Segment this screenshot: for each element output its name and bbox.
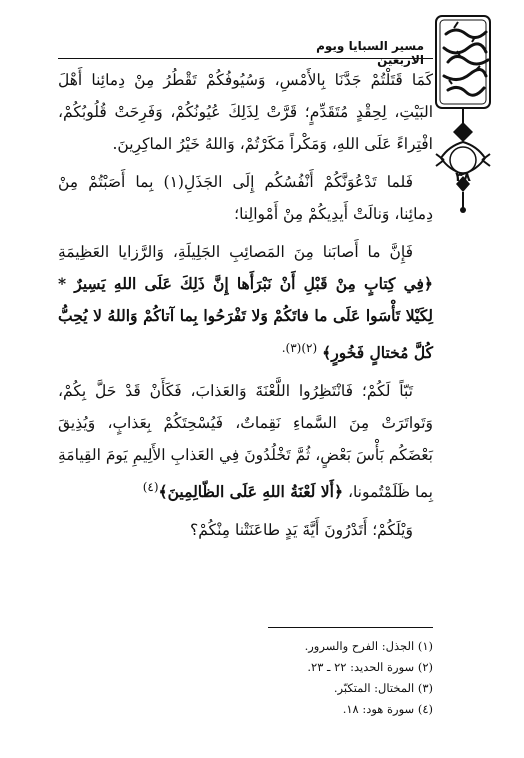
quran-verse-hud: ﴿أَلا لَعْنَةُ اللهِ عَلَى الظّالِمِينَ﴾ bbox=[158, 482, 344, 502]
header-rule bbox=[58, 58, 433, 59]
paragraph-2: فَلما تَدْعُوَنَّكُمْ أَنْفُسُكُم إِلَى الجَذَلِ(١) بِما أَصَبْتُمْ مِنْ دِمائِنا، وَنالَتْ أَيدِيكُمْ مِنْ أَمْوالِنا؛ bbox=[58, 173, 433, 223]
paragraph-1: كَمَا قَتَلْتُمْ جَدَّنَا بِالأَمْسِ، وَسُيُوفُكُمْ تَقْطُرُ مِنْ دِمائِنا أَهْلَ البَيْتِ، لِحِقْدٍ مُتَقَدِّمٍ؛ قَرَّتْ لِذَلِكَ عُيُونُكُمْ، وَفَرِحَتْ قُلُوبُكُمْ، افْتِراءً عَلَى اللهِ، وَمَكْراً مَكَرْتُمْ، وَاللهُ خَيْرُ الماكِرِينَ. bbox=[58, 71, 433, 153]
footnote-2: (٢) سورة الحديد: ٢٢ ـ ٢٣. bbox=[307, 660, 433, 674]
page-number: ٣٨ bbox=[455, 170, 471, 185]
footnote-1: (١) الجذل: الفرح والسرور. bbox=[304, 639, 433, 653]
body-text bbox=[58, 64, 433, 546]
paragraph-4 bbox=[58, 375, 433, 508]
paragraph-4-text: تَبّاً لَكُمْ؛ فَانْتَظِرُوا اللَّعْنَةَ وَالعَذابَ، فَكَأَنْ قَدْ حَلَّ بِكُمْ، وَتَواتَرَتْ مِنَ السَّماءِ نَقِماتٌ، فَيُسْحِتَكُمْ بِعَذابٍ، وَيُذِيقَ بَعْضَكُم بَأْسَ بَعْضٍ، ثُمَّ تَخْلُدُونَ فِي العَذابِ الأَلِيمِ يَومَ القِيامَةِ بِما ظَلَمْتُمونا، bbox=[58, 382, 433, 502]
paragraph-3 bbox=[58, 236, 433, 369]
running-header-title: مسير السبايا ويوم الاربعين bbox=[316, 39, 424, 67]
quran-verse-hadid: ﴿فِي كِتابٍ مِنْ قَبْلِ أَنْ نَبْرَأَها إِنَّ ذَلِكَ عَلَى اللهِ يَسِيرٌ * لِكَيْلا تَأْسَوا عَلَى ما فاتَكُمْ وَلا تَفْرَحُوا بِما آتاكُمْ وَاللهُ لا يُحِبُّ كُلَّ مُختالٍ فَخُورٍ﴾ bbox=[58, 274, 433, 363]
paragraph-3-text: فَإِنَّ ما أَصابَنا مِنَ المَصائِبِ الجَلِيلَةِ، وَالرَّزايا العَظِيمَةِ bbox=[58, 243, 413, 261]
footnotes bbox=[58, 636, 433, 720]
footnote-ref-2-3: (٢)(٣). bbox=[281, 341, 318, 355]
footnote-3: (٣) المختال: المتكبّر. bbox=[333, 681, 433, 695]
footnote-4: (٤) سورة هود: ١٨. bbox=[342, 702, 433, 716]
paragraph-5: وَيْلَكُمْ؛ أَتَدْرُونَ أَيَّةَ يَدٍ طاعَنَتْنا مِنْكُمْ؟ bbox=[189, 521, 413, 540]
footnote-separator bbox=[268, 627, 433, 628]
footnote-ref-4: (٤) bbox=[142, 480, 159, 495]
